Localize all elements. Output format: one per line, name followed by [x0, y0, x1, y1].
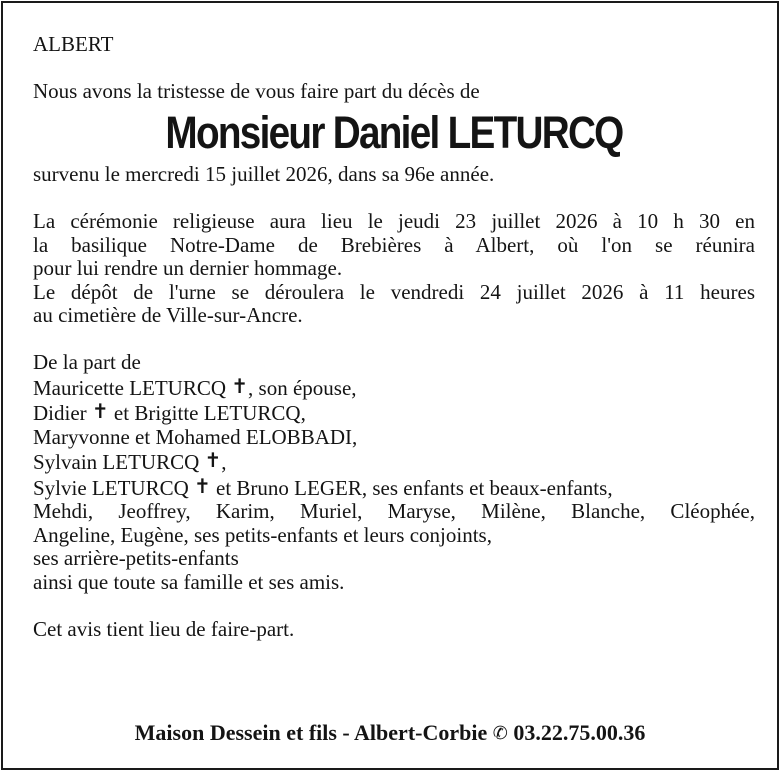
child-name: Sylvain LETURCQ	[33, 450, 200, 474]
ceremony-paragraph	[33, 210, 755, 328]
ceremony-line: au cimetière de Ville-sur-Ancre.	[33, 303, 303, 327]
deceased-name: Monsieur Daniel LETURCQ	[165, 107, 623, 158]
child-rest: et Bruno LEGER, ses enfants et beaux-enfants,	[216, 475, 613, 500]
child-name: Didier	[33, 401, 87, 425]
others-line: ainsi que toute sa famille et ses amis.	[33, 569, 345, 594]
family-line-child: Maryvonne et Mohamed ELOBBADI,	[33, 424, 358, 449]
spouse-role: , son épouse,	[248, 375, 357, 400]
cross-icon: ✝	[91, 399, 109, 423]
funeral-home-name: Maison Dessein et fils - Albert-Corbie	[134, 720, 488, 745]
phone-icon: ✆	[492, 723, 508, 744]
cross-icon: ✝	[204, 448, 222, 472]
cross-icon: ✝	[231, 373, 249, 398]
cross-icon: ✝	[194, 473, 211, 498]
ceremony-line: Le dépôt de l'urne se déroulera le vendredi 24 juillet 2026 à 11 heures	[33, 279, 755, 304]
spacer	[33, 594, 755, 618]
child-name: Sylvie LETURCQ	[33, 475, 189, 500]
family-line-child	[33, 449, 755, 475]
funeral-home-footer	[3, 720, 777, 747]
from-label: De la part de	[33, 350, 141, 374]
child-partner: et Brigitte LETURCQ,	[113, 401, 306, 425]
phone-number: 03.22.75.00.36	[513, 720, 646, 745]
spacer	[33, 328, 755, 352]
spouse-name: Mauricette LETURCQ	[33, 375, 227, 400]
ceremony-line: la basilique Notre-Dame de Brebières à Albert, où l'on se réunira	[33, 232, 755, 257]
obituary-notice	[1, 1, 779, 770]
child-end: ,	[221, 450, 227, 474]
ceremony-line: La cérémonie religieuse aura lieu le jeudi 23 juillet 2026 à 10 h 30 en	[33, 209, 755, 233]
spacer	[33, 187, 755, 211]
intro-text: Nous avons la tristesse de vous faire part du décès de	[33, 78, 480, 103]
family-line-child	[33, 400, 755, 426]
grandchildren-line: Angeline, Eugène, ses petits-enfants et leurs conjoints,	[33, 522, 492, 547]
ceremony-line: pour lui rendre un dernier hommage.	[33, 256, 343, 280]
family-list	[33, 351, 755, 594]
grandchildren-line: Mehdi, Jeoffrey, Karim, Muriel, Maryse, Milène, Blanche, Cléophée,	[33, 499, 755, 523]
family-line-child	[33, 475, 755, 501]
town-name: ALBERT	[33, 32, 114, 56]
notice-body	[33, 33, 755, 641]
closing-text: Cet avis tient lieu de faire-part.	[33, 616, 295, 641]
death-info: survenu le mercredi 15 juillet 2026, dans sa 96e année.	[33, 162, 495, 186]
family-line-spouse	[33, 375, 755, 401]
great-grandchildren-line: ses arrière-petits-enfants	[33, 546, 239, 570]
